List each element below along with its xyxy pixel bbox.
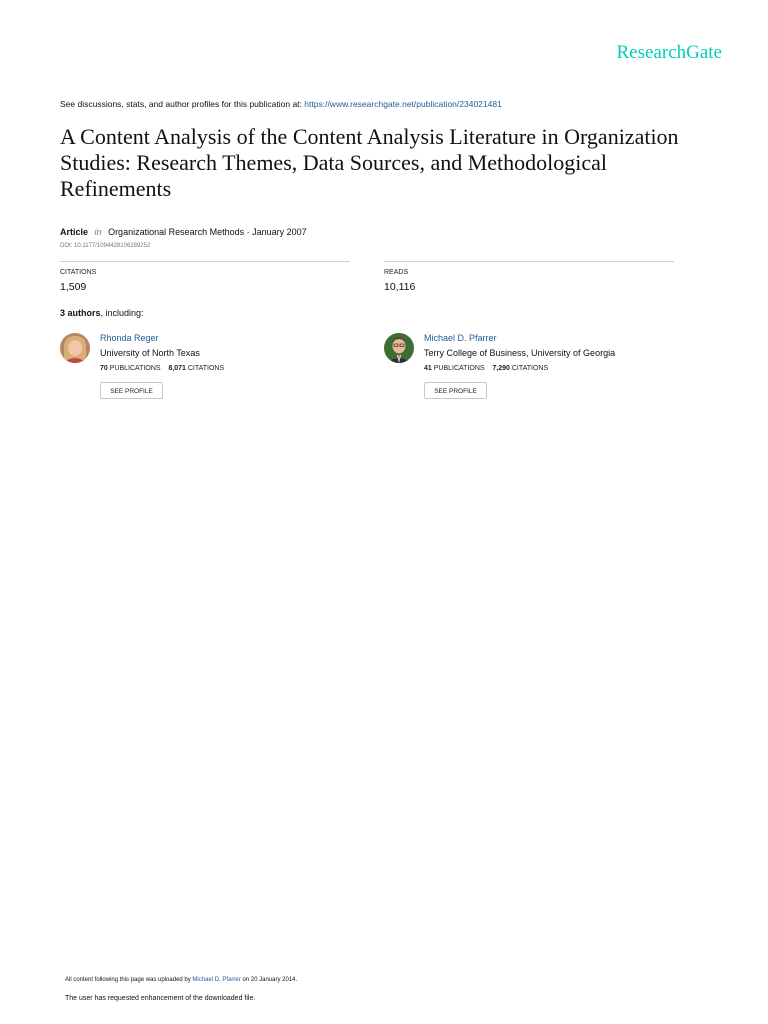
publications-label: PUBLICATIONS [433, 365, 485, 372]
author-stats [100, 365, 224, 372]
researchgate-logo[interactable]: ResearchGate [616, 42, 722, 63]
author-citations-count: 8,071 [168, 365, 186, 372]
author-photo-icon [60, 333, 90, 363]
see-profile-button[interactable]: SEE PROFILE [100, 382, 163, 399]
publications-count: 41 [424, 365, 432, 372]
avatar[interactable] [384, 333, 414, 363]
article-doi: DOI: 10.1177/1094428106289252 [60, 243, 151, 249]
author-citations-label: CITATIONS [187, 365, 225, 372]
article-title: A Content Analysis of the Content Analysis Literature in Organization Studies: Research Themes, Data Sources, and Methodological Refinements [60, 124, 679, 201]
citations-divider [60, 261, 350, 262]
reads-value: 10,116 [384, 281, 416, 293]
publications-count: 70 [100, 365, 108, 372]
authors-count: 3 authors [60, 308, 101, 318]
author-name-link[interactable]: Rhonda Reger [100, 333, 159, 343]
author-name-link[interactable]: Michael D. Pfarrer [424, 333, 497, 343]
citations-label: CITATIONS [60, 269, 97, 276]
avatar[interactable] [60, 333, 90, 363]
article-in-label: in [94, 227, 102, 237]
citations-value: 1,509 [60, 281, 87, 293]
author-photo-icon [384, 333, 414, 363]
reads-label: READS [384, 269, 409, 276]
upload-suffix: on 20 January 2014. [242, 977, 298, 983]
author-citations-count: 7,290 [492, 365, 510, 372]
discussion-text: See discussions, stats, and author profiles for this publication at: [60, 99, 302, 109]
author-affiliation: University of North Texas [100, 348, 200, 358]
author-citations-label: CITATIONS [511, 365, 549, 372]
discussion-notice [60, 99, 502, 109]
enhancement-notice: The user has requested enhancement of the downloaded file. [65, 995, 256, 1002]
publications-label: PUBLICATIONS [109, 365, 161, 372]
uploader-link[interactable]: Michael D. Pfarrer [192, 977, 241, 983]
article-type: Article [60, 227, 89, 237]
authors-summary [60, 308, 144, 318]
see-profile-button[interactable]: SEE PROFILE [424, 382, 487, 399]
journal-date: Organizational Research Methods · January 2007 [108, 227, 307, 237]
upload-prefix: All content following this page was uploaded by [65, 977, 191, 983]
publication-link[interactable]: https://www.researchgate.net/publication/234021481 [304, 99, 502, 109]
reads-divider [384, 261, 674, 262]
author-stats [424, 365, 548, 372]
article-meta [60, 227, 307, 237]
upload-notice [65, 977, 297, 983]
authors-suffix: , including: [100, 308, 144, 318]
author-affiliation: Terry College of Business, University of Georgia [424, 348, 616, 358]
